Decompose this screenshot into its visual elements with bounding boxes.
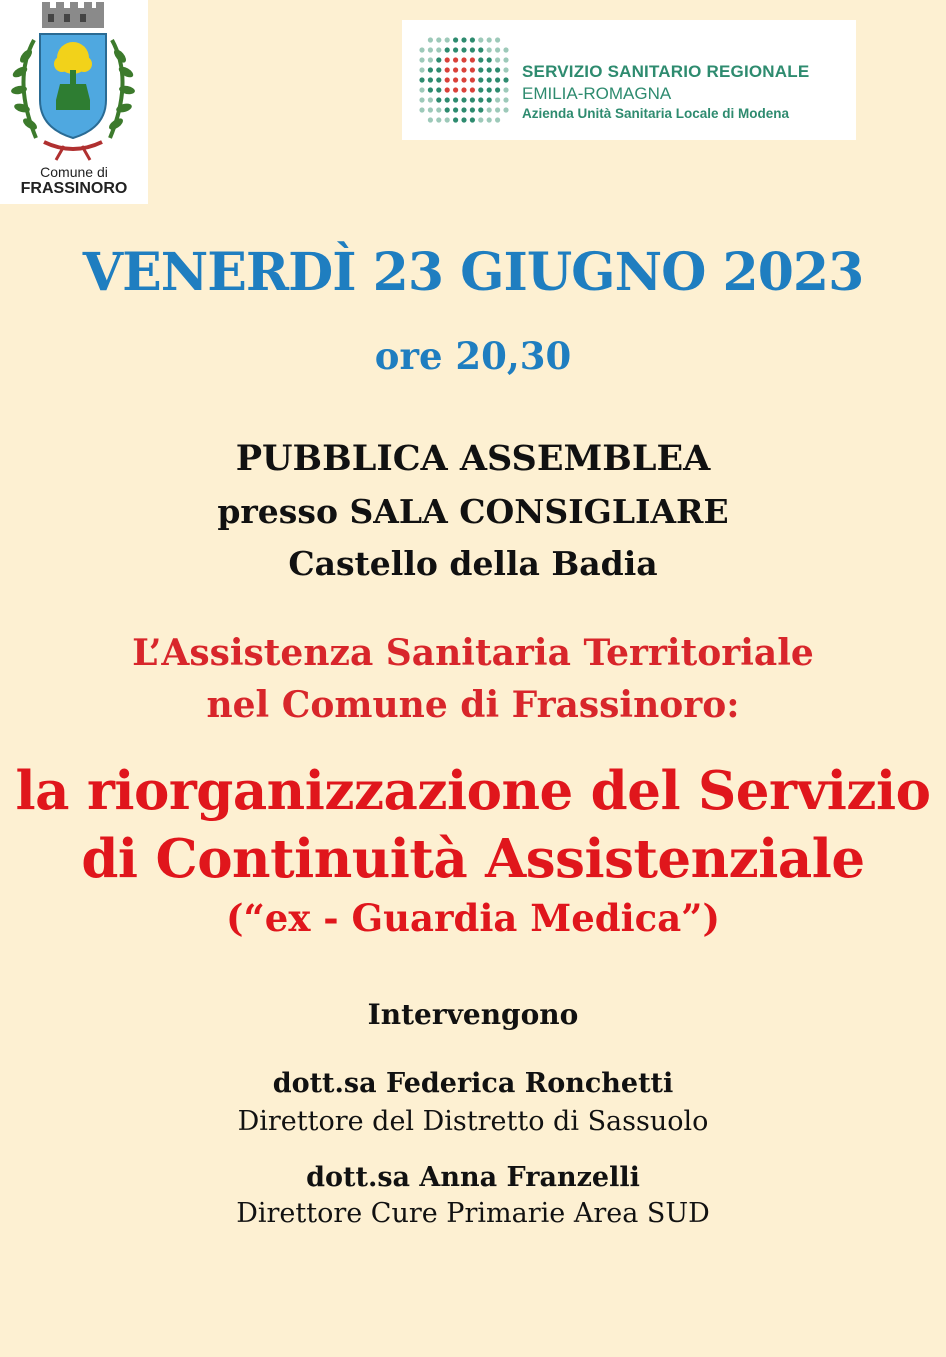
logo-dot	[478, 87, 483, 92]
logo-dot	[436, 37, 441, 42]
logo-dot	[453, 117, 458, 122]
logo-dot	[453, 77, 458, 82]
logo-dot	[445, 57, 450, 62]
logo-dot	[470, 77, 475, 82]
logo-dot	[487, 97, 492, 102]
venue-title: PUBBLICA ASSEMBLEA	[235, 438, 711, 479]
logo-dot	[453, 67, 458, 72]
logo-dot	[453, 87, 458, 92]
logo-dot	[445, 97, 450, 102]
logo-dot	[436, 97, 441, 102]
logo-dot	[487, 117, 492, 122]
logo-dot	[503, 57, 508, 62]
logo-dot	[428, 57, 433, 62]
speakers-heading: Intervengono	[367, 998, 579, 1031]
logo-dot	[495, 37, 500, 42]
logo-dot	[461, 37, 466, 42]
logo-dot	[461, 87, 466, 92]
logo-dot	[478, 117, 483, 122]
logo-dot	[495, 77, 500, 82]
logo-dot	[428, 97, 433, 102]
logo-dot	[428, 77, 433, 82]
logo-dot	[461, 117, 466, 122]
dot-grid-icon	[418, 34, 510, 128]
speaker-name: dott.sa Federica Ronchetti	[272, 1068, 674, 1099]
event-time: ore 20,30	[374, 334, 572, 378]
speaker-role: Direttore del Distretto di Sassuolo	[237, 1106, 709, 1137]
logo-dot	[503, 87, 508, 92]
logo-dot	[495, 47, 500, 52]
logo-dot	[470, 117, 475, 122]
logo-dot	[487, 107, 492, 112]
crest-emblem-icon	[4, 0, 144, 165]
logo-dot	[495, 57, 500, 62]
logo-dot	[428, 67, 433, 72]
logo-dot	[495, 117, 500, 122]
speaker-role: Direttore Cure Primarie Area SUD	[236, 1198, 710, 1229]
ssr-emilia-romagna-logo	[402, 20, 856, 140]
ssr-logo-line1: SERVIZIO SANITARIO REGIONALE	[522, 62, 810, 81]
logo-dot	[436, 67, 441, 72]
logo-dot	[478, 57, 483, 62]
logo-dot	[445, 87, 450, 92]
logo-dot	[453, 107, 458, 112]
logo-dot	[470, 87, 475, 92]
logo-dot	[503, 67, 508, 72]
logo-dot	[478, 37, 483, 42]
headline-line1: la riorganizzazione del Servizio	[15, 760, 931, 822]
ssr-logo-line2: EMILIA-ROMAGNA	[522, 84, 672, 103]
logo-dot	[445, 47, 450, 52]
topic-line1: L’Assistenza Sanitaria Territoriale	[132, 632, 814, 674]
logo-dot	[503, 107, 508, 112]
crest-label-comune: Comune di	[40, 164, 108, 180]
logo-dot	[428, 117, 433, 122]
logo-dot	[445, 67, 450, 72]
logo-dot	[470, 47, 475, 52]
venue-room: presso SALA CONSIGLIARE	[217, 492, 729, 531]
logo-dot	[470, 67, 475, 72]
logo-dot	[436, 47, 441, 52]
logo-dot	[419, 77, 424, 82]
logo-dot	[478, 67, 483, 72]
logo-dot	[487, 67, 492, 72]
logo-dot	[428, 47, 433, 52]
logo-dot	[478, 97, 483, 102]
logo-dot	[478, 47, 483, 52]
logo-dot	[453, 97, 458, 102]
logo-dot	[487, 57, 492, 62]
logo-dot	[478, 107, 483, 112]
logo-dot	[470, 107, 475, 112]
logo-dot	[419, 47, 424, 52]
logo-dot	[461, 67, 466, 72]
logo-dot	[436, 117, 441, 122]
logo-dot	[487, 47, 492, 52]
logo-dot	[503, 77, 508, 82]
logo-dot	[495, 87, 500, 92]
logo-dot	[428, 107, 433, 112]
topic-line2: nel Comune di Frassinoro:	[206, 684, 740, 726]
logo-dot	[419, 87, 424, 92]
venue-location: Castello della Badia	[288, 544, 658, 583]
logo-dot	[478, 77, 483, 82]
logo-dot	[436, 77, 441, 82]
logo-dot	[495, 107, 500, 112]
event-date: VENERDÌ 23 GIUGNO 2023	[82, 242, 864, 303]
logo-dot	[470, 57, 475, 62]
logo-dot	[461, 97, 466, 102]
ssr-logo-line3: Azienda Unità Sanitaria Locale di Modena	[522, 106, 790, 121]
logo-dot	[445, 107, 450, 112]
logo-dot	[487, 77, 492, 82]
logo-dot	[445, 37, 450, 42]
comune-crest-logo	[0, 0, 148, 204]
logo-dot	[495, 97, 500, 102]
logo-dot	[453, 57, 458, 62]
logo-dot	[428, 37, 433, 42]
logo-dot	[419, 97, 424, 102]
logo-dot	[419, 57, 424, 62]
logo-dot	[487, 37, 492, 42]
logo-dot	[461, 107, 466, 112]
logo-dot	[419, 67, 424, 72]
logo-dot	[461, 47, 466, 52]
logo-dot	[436, 87, 441, 92]
logo-dot	[503, 47, 508, 52]
crest-label-frassinoro: FRASSINORO	[20, 180, 128, 197]
logo-dot	[445, 117, 450, 122]
logo-dot	[487, 87, 492, 92]
logo-dot	[428, 87, 433, 92]
logo-dot	[470, 97, 475, 102]
logo-dot	[495, 67, 500, 72]
logo-dot	[453, 37, 458, 42]
speaker-name: dott.sa Anna Franzelli	[306, 1162, 640, 1193]
headline-line3: (“ex - Guardia Medica”)	[226, 896, 720, 940]
logo-dot	[445, 77, 450, 82]
logo-dot	[470, 37, 475, 42]
logo-dot	[436, 57, 441, 62]
logo-dot	[503, 97, 508, 102]
logo-dot	[453, 47, 458, 52]
logo-dot	[461, 57, 466, 62]
logo-dot	[461, 77, 466, 82]
logo-dot	[419, 107, 424, 112]
headline-line2: di Continuità Assistenziale	[81, 828, 865, 890]
logo-dot	[436, 107, 441, 112]
